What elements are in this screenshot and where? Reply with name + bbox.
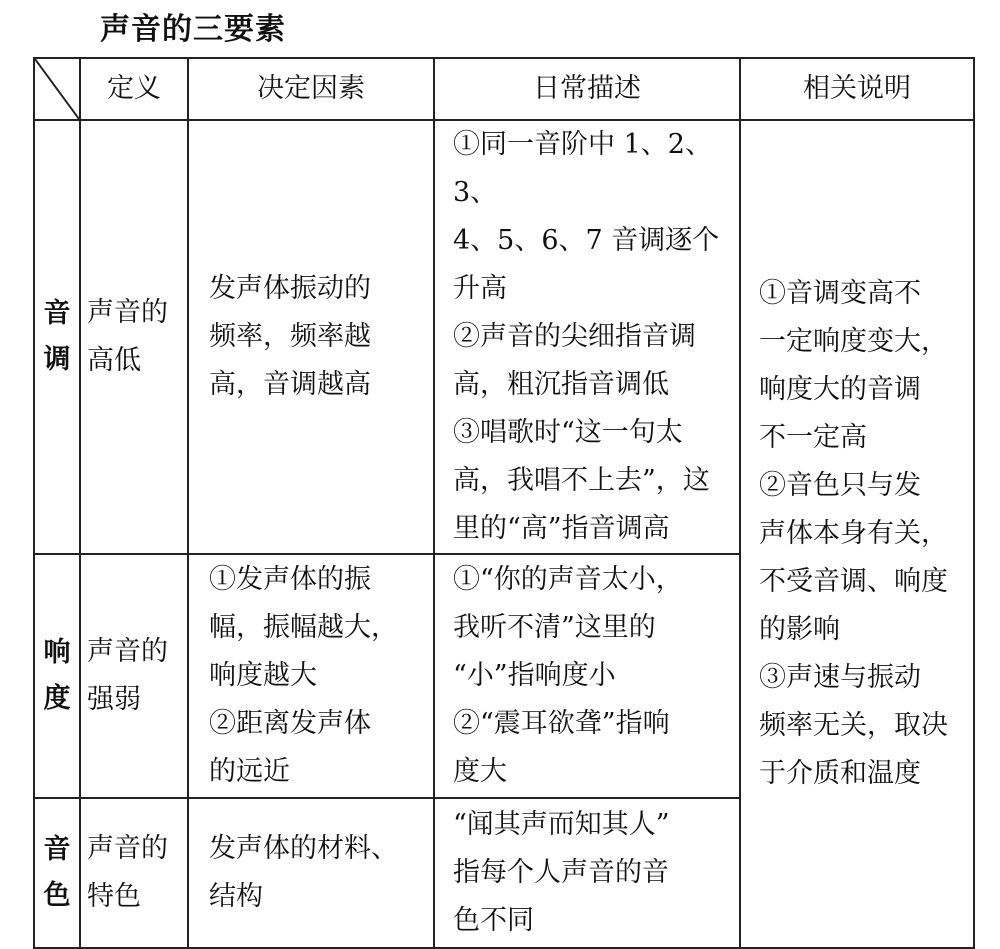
factors-pitch: 发声体振动的 频率，频率越 高，音调越高	[188, 120, 434, 554]
definition-timbre: 声音的 特色	[80, 798, 188, 948]
descriptions-pitch: ①同一音阶中 1、2、3、 4、5、6、7 音调逐个 升高 ②声音的尖细指音调 高，粗沉指音调低 ③唱歌时“这一句太 高，我唱不上去”，这 里的“高”指音调高	[434, 120, 740, 554]
row-name-loudness: 响 度	[34, 554, 80, 798]
header-row	[34, 58, 974, 120]
row-name-pitch: 音 调	[34, 120, 80, 554]
notes-cell: ①音调变高不 一定响度变大， 响度大的音调 不一定高 ②音色只与发 声体本身有关， 不受音调、响度 的影响 ③声速与振动 频率无关，取决 于介质和温度	[740, 120, 974, 948]
row-name-timbre: 音 色	[34, 798, 80, 948]
row-pitch	[34, 120, 974, 554]
factors-loudness: ①发声体的振 幅，振幅越大， 响度越大 ②距离发声体 的远近	[188, 554, 434, 798]
definition-pitch: 声音的 高低	[80, 120, 188, 554]
definition-loudness: 声音的 强弱	[80, 554, 188, 798]
factors-timbre: 发声体的材料、 结构	[188, 798, 434, 948]
descriptions-loudness: ①“你的声音太小， 我听不清”这里的 “小”指响度小 ②“震耳欲聋”指响 度大	[434, 554, 740, 798]
header-factors: 决定因素	[188, 58, 434, 120]
descriptions-timbre: “闻其声而知其人” 指每个人声音的音 色不同	[434, 798, 740, 948]
header-descriptions: 日常描述	[434, 58, 740, 120]
corner-cell	[34, 58, 80, 120]
header-definition: 定义	[80, 58, 188, 120]
header-notes: 相关说明	[740, 58, 974, 120]
sound-elements-table	[33, 57, 975, 949]
page-title: 声音的三要素	[100, 12, 286, 47]
